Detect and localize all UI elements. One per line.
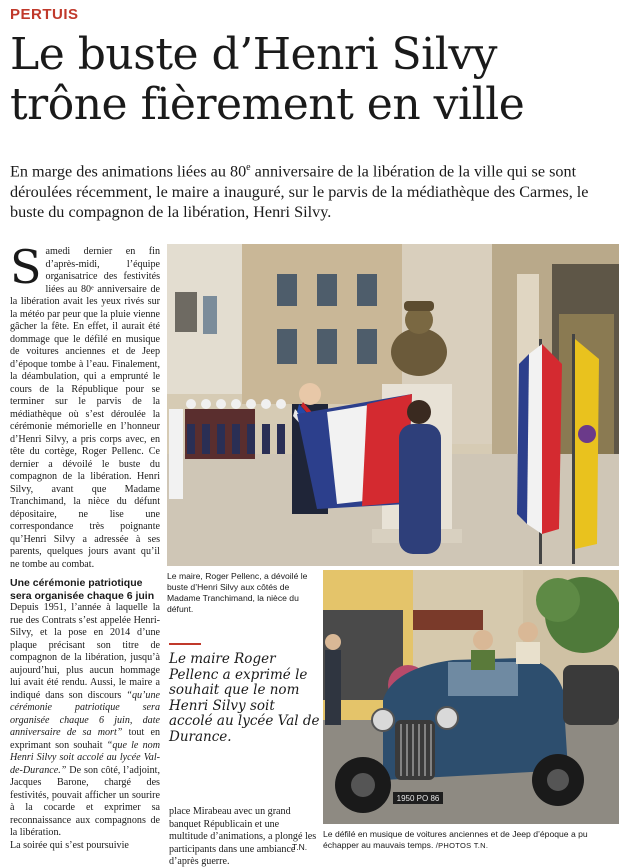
article-para-3: La soirée qui s’est poursuivie [10,839,129,851]
article-para-1-text: amedi dernier en fin d’après-midi, l’équipe organisatrice des festivités liées au 80ᵉ anniversaire de la libération avait les yeux rivés sur la météo par peur que la pluie vienne gâcher la fête. En effet, il aurait été dommage que le défilé en musique de voitures anciennes et de Jeep d’époque tombe à l’eau. Finalement, la déambulation, qui a emprunté le cours de la République pour se terminer sur le parvis de la médiathèque où s’est déroulée la cérémonie mémorielle en l’honneur d’Henri Silvy, a pris corps avec, en tête du cortège, Roger Pellenc. Ce dernier a dévoilé le buste du compagnon de la libération. Henri Silvy, avant que Madame Tranchimand, la nièce du défunt dépositaire, ne lise une correspondance très poignante qu’Henri Silvy a adressée à ses parents, quelques jours avant qu’il ne tombe au combat. [10,246,160,570]
para-2-part-c: De son côté, l’adjoint, Jacques Barone, chargé des festivités, pouvait afficher un sourire à la cocarde et exprimer sa reconnaissance aux compagnons de la libération. [10,764,160,838]
para-2-quote-1: “qu’une cérémonie patriotique sera organisée chaque 6 juin, date anniversaire de sa mort” [10,689,160,738]
car-plate: 1950 PO 86 [396,794,440,803]
para-2-part-b: tout en exprimant son souhait [10,727,160,751]
headline [10,30,620,130]
photo-2-caption [323,829,619,851]
article-column-2 [169,806,319,868]
photo-bust-ceremony [167,244,619,566]
headline-line-1: Le buste d’Henri Silvy [10,29,498,80]
article-column-1 [10,240,161,852]
article-subhead: Une cérémonie patriotique sera organisée chaque 6 juin [10,577,155,602]
photo-credit: /PHOTOS T.N. [435,841,489,850]
lede-part-2: anniversaire de la libération de la ville qui se sont déroulées récemment, le maire a inauguré, sur le parvis de la médiathèque des Carmes, le buste du compagnon de la libération, Henri Silvy. [10,162,589,222]
photo-1-caption: Le maire, Roger Pellenc, a dévoilé le buste d’Henri Silvy aux côtés de Madame Tranchimand, la nièce du défunt. [167,571,308,614]
headline-line-2: trône fièrement en ville [10,79,525,130]
photo-car-parade [323,570,619,824]
article-signature: T.N. [292,842,308,852]
lede-part-1: En marge des animations liées au 80 [10,162,247,181]
section-label: PERTUIS [10,6,79,23]
photo-2-caption-text: Le défilé en musique de voitures anciennes et de Jeep d’époque a pu échapper au mauvais temps. [323,829,588,850]
article-para-2 [10,602,160,840]
lede [10,158,622,223]
photo-bust-illustration [167,244,619,566]
dropcap: S [10,240,42,294]
quote-rule [169,643,201,645]
article-para-3-cont: place Mirabeau avec un grand banquet Républicain et une multitude d’animations, a plongé les participants dans une ambiance d’après guerre. [169,806,317,867]
article-para-1 [10,240,160,571]
lede-sup: e [246,162,251,173]
pull-quote: Le maire Roger Pellenc a exprimé le souhait que le nom Henri Silvy soit accolé au lycée Val de Durance. [169,651,320,745]
para-2-quote-2: “que le nom Henri Silvy soit accolé au lycée Val-de-Durance.” [10,739,161,776]
photo-car-illustration [323,570,619,824]
para-2-part-a: Depuis 1951, l’année à laquelle la rue des Contrats s’est appelée Henri-Silvy, et la pose en 2014 d’une plaque précisant son titre de compagnon de la libération, jusqu’à aujourd’hui, plus aucun hommage lui avait été rendu. Aussi, le maire a indiqué dans son discours [10,602,160,701]
